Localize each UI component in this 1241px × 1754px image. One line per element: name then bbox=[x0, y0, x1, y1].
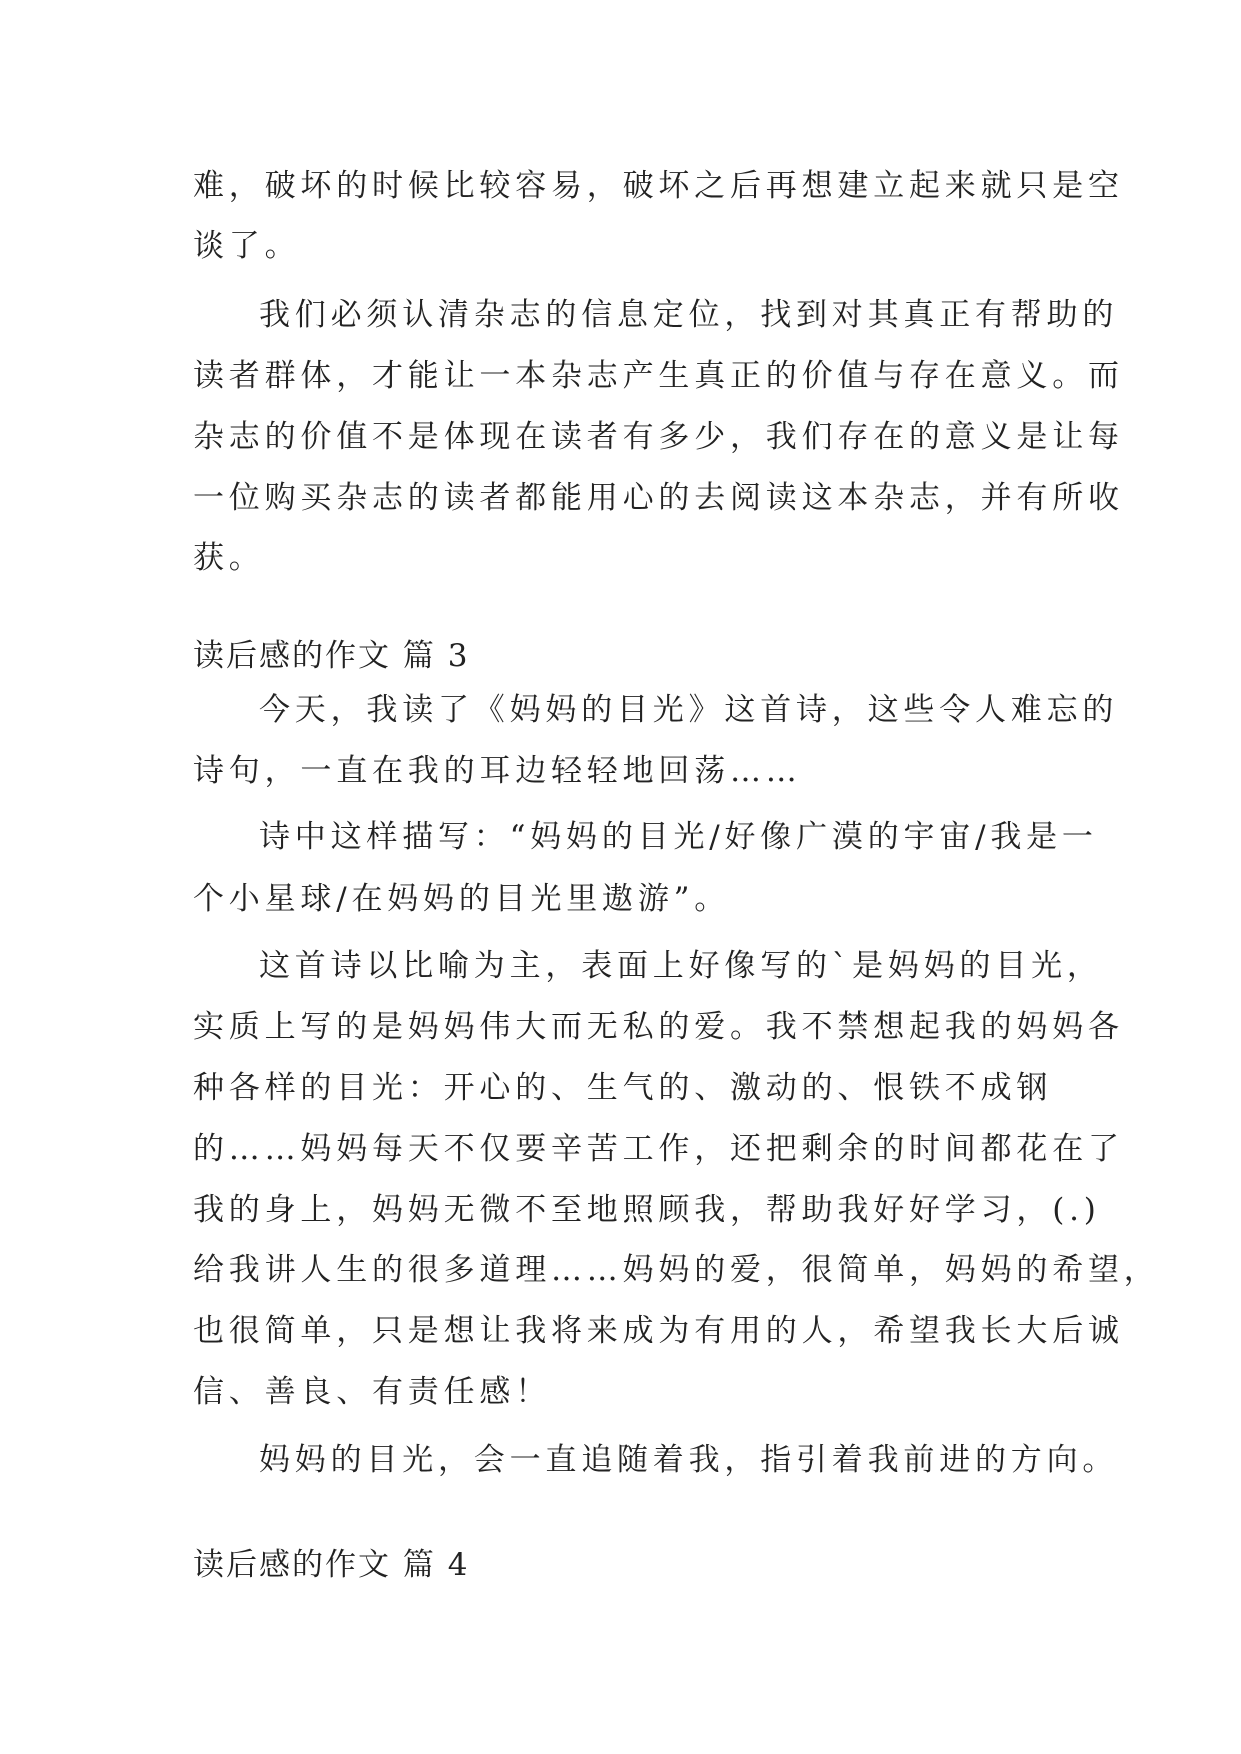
paragraph-line: 的……妈妈每天不仅要辛苦工作，还把剩余的时间都花在了 bbox=[193, 1131, 1124, 1167]
paragraph-line: 我们必须认清杂志的信息定位，找到对其真正有帮助的 bbox=[259, 297, 1119, 333]
paragraph-line: 我的身上，妈妈无微不至地照顾我，帮助我好好学习，(.) bbox=[193, 1192, 1101, 1228]
paragraph-line: 个小星球/在妈妈的目光里遨游”。 bbox=[193, 881, 731, 917]
paragraph-line: 妈妈的目光，会一直追随着我，指引着我前进的方向。 bbox=[259, 1442, 1119, 1478]
paragraph-line: 读者群体，才能让一本杂志产生真正的价值与存在意义。而 bbox=[193, 358, 1124, 394]
paragraph-line: 这首诗以比喻为主，表面上好像写的`是妈妈的目光， bbox=[259, 948, 1103, 984]
section-heading: 读后感的作文 篇 4 bbox=[193, 1547, 470, 1583]
paragraph-line: 今天，我读了《妈妈的目光》这首诗，这些令人难忘的 bbox=[259, 692, 1119, 728]
paragraph-line: 诗中这样描写：“妈妈的目光/好像广漠的宇宙/我是一 bbox=[259, 819, 1098, 855]
section-heading: 读后感的作文 篇 3 bbox=[193, 638, 470, 674]
paragraph-line: 谈了。 bbox=[193, 228, 301, 264]
paragraph-line: 给我讲人生的很多道理……妈妈的爱，很简单，妈妈的希望， bbox=[193, 1252, 1160, 1288]
paragraph-line: 难，破坏的时候比较容易，破坏之后再想建立起来就只是空 bbox=[193, 168, 1124, 204]
paragraph-line: 获。 bbox=[193, 540, 265, 576]
paragraph-line: 诗句，一直在我的耳边轻轻地回荡…… bbox=[193, 753, 802, 789]
paragraph-line: 信、善良、有责任感！ bbox=[193, 1374, 551, 1410]
paragraph-line: 种各样的目光：开心的、生气的、激动的、恨铁不成钢 bbox=[193, 1070, 1053, 1106]
paragraph-line: 一位购买杂志的读者都能用心的去阅读这本杂志，并有所收 bbox=[193, 480, 1124, 516]
paragraph-line: 实质上写的是妈妈伟大而无私的爱。我不禁想起我的妈妈各 bbox=[193, 1009, 1124, 1045]
paragraph-line: 也很简单，只是想让我将来成为有用的人，希望我长大后诚 bbox=[193, 1313, 1124, 1349]
paragraph-line: 杂志的价值不是体现在读者有多少，我们存在的意义是让每 bbox=[193, 419, 1124, 455]
